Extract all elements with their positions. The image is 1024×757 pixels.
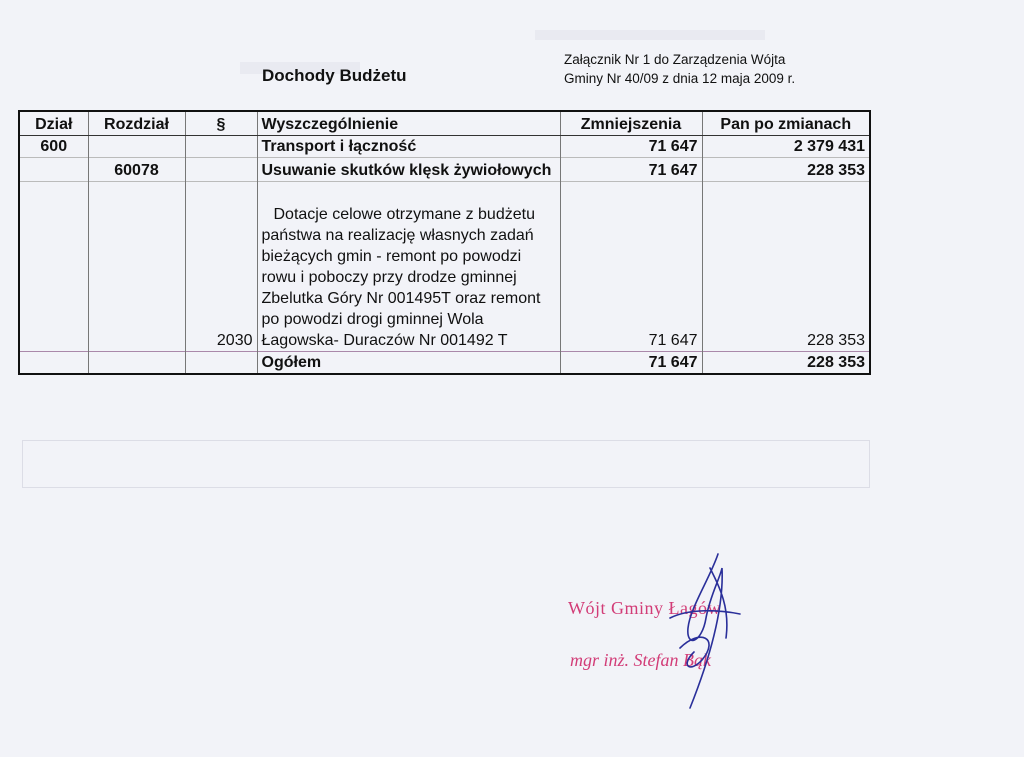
- table-row: [19, 158, 870, 182]
- bleed-through-text: [535, 30, 765, 40]
- cell-opis: [257, 182, 560, 352]
- table-row: [19, 136, 870, 158]
- cell-rozdzial: [88, 182, 185, 352]
- table-row: [19, 182, 870, 352]
- header-zmniejszenia: Zmniejszenia: [560, 111, 702, 136]
- header-paragraf: §: [185, 111, 257, 136]
- cell-zmniejszenia: 71 647: [560, 182, 702, 352]
- total-po-zmianach: 228 353: [702, 352, 870, 375]
- cell-po-zmianach: 2 379 431: [702, 136, 870, 158]
- cell-dzial: 600: [19, 136, 88, 158]
- cell-zmniejszenia: 71 647: [560, 158, 702, 182]
- cell-rozdzial: [88, 136, 185, 158]
- table-total-row: [19, 352, 870, 375]
- cell-po-zmianach: 228 353: [702, 182, 870, 352]
- cell-po-zmianach: 228 353: [702, 158, 870, 182]
- budget-table: [18, 110, 871, 375]
- header-dzial: Dział: [19, 111, 88, 136]
- cell-zmniejszenia: 71 647: [560, 136, 702, 158]
- cell-empty: [88, 352, 185, 375]
- stamp-title: Wójt Gminy Łagów: [568, 598, 721, 618]
- header-po-zmianach: Pan po zmianach: [702, 111, 870, 136]
- cell-paragraf: [185, 158, 257, 182]
- total-label: Ogółem: [257, 352, 560, 375]
- handwritten-signature: [650, 548, 760, 718]
- cell-opis-text: Dotacje celowe otrzymane z budżetu państwa na realizację własnych zadań bieżących gmin - remont po powodzi rowu i poboczy przy drodze gminnej Zbelutka Góry Nr 001495T oraz remont po powodzi drogi gminnej Wola Łagowska- Duraczów Nr 001492 T: [261, 206, 541, 349]
- cell-paragraf: 2030: [185, 182, 257, 352]
- cell-dzial: [19, 158, 88, 182]
- stamp-name: mgr inż. Stefan Bąk: [570, 650, 711, 670]
- bleed-through-table: [22, 440, 870, 488]
- header-rozdzial: Rozdział: [88, 111, 185, 136]
- table-header-row: [19, 111, 870, 136]
- cell-paragraf: [185, 136, 257, 158]
- cell-dzial: [19, 182, 88, 352]
- annex-line-2: Gminy Nr 40/09 z dnia 12 maja 2009 r.: [564, 71, 796, 86]
- annex-note: [564, 50, 795, 88]
- cell-opis: Usuwanie skutków klęsk żywiołowych: [257, 158, 560, 182]
- header-opis: Wyszczególnienie: [257, 111, 560, 136]
- cell-empty: [19, 352, 88, 375]
- annex-line-1: Załącznik Nr 1 do Zarządzenia Wójta: [564, 52, 786, 67]
- cell-empty: [185, 352, 257, 375]
- cell-rozdzial: 60078: [88, 158, 185, 182]
- cell-opis: Transport i łączność: [257, 136, 560, 158]
- page-title: Dochody Budżetu: [262, 66, 407, 85]
- total-zmniejszenia: 71 647: [560, 352, 702, 375]
